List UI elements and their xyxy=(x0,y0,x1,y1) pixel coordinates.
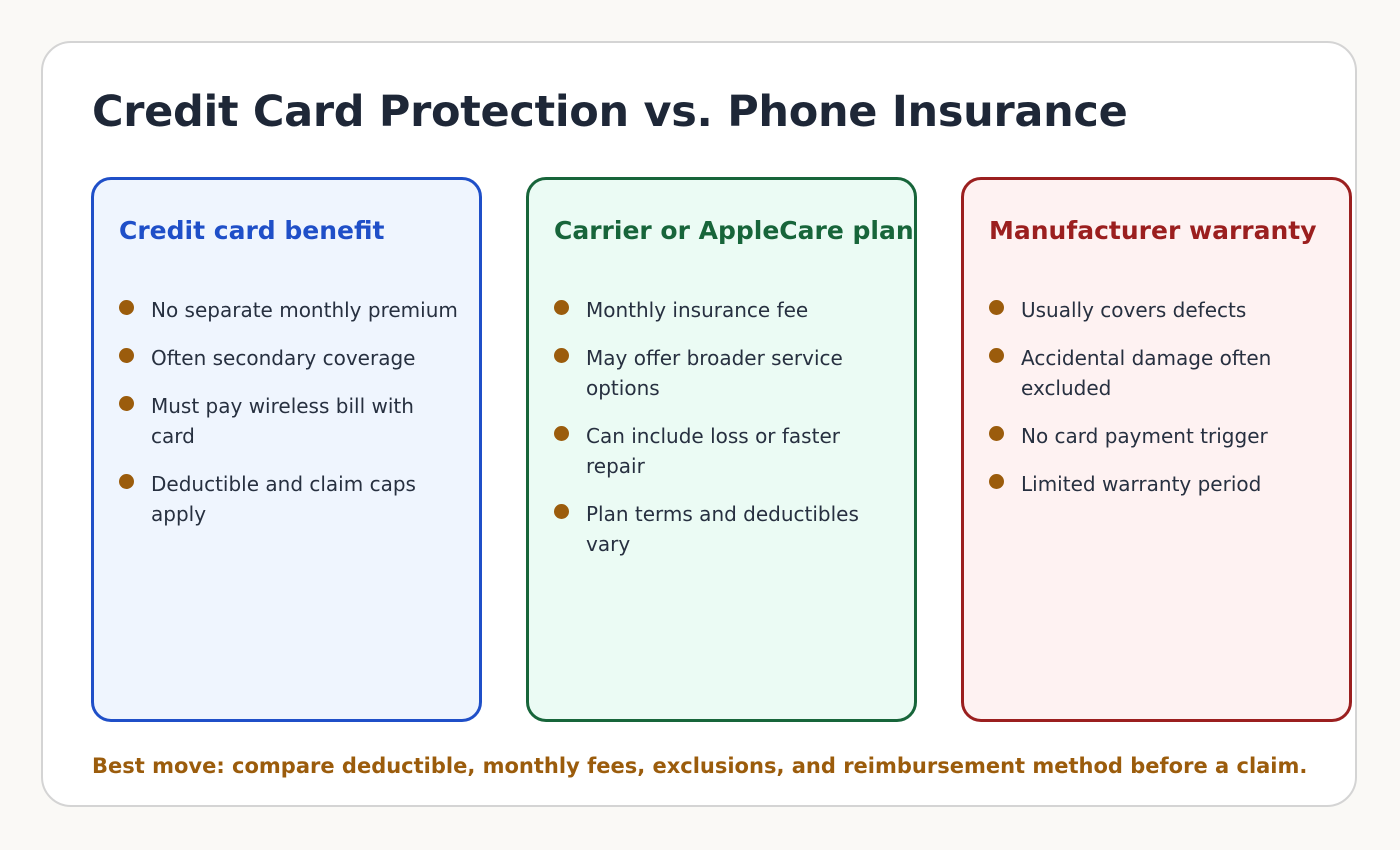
list-item xyxy=(989,421,1329,451)
bullet-dot-icon xyxy=(989,348,1004,363)
column-heading: Credit card benefit xyxy=(119,216,385,245)
footer-note: Best move: compare deductible, monthly fees, exclusions, and reimbursement method before a claim. xyxy=(92,754,1308,778)
bullet-dot-icon xyxy=(554,348,569,363)
list-item-text: Monthly insurance fee xyxy=(586,298,809,322)
list-item-text: Plan terms and deductibles vary xyxy=(586,502,859,556)
column-heading: Manufacturer warranty xyxy=(989,216,1317,245)
comparison-panel xyxy=(41,41,1357,807)
bullet-list xyxy=(119,295,459,547)
bullet-list xyxy=(554,295,894,577)
list-item xyxy=(989,343,1329,403)
list-item xyxy=(554,343,894,403)
list-item xyxy=(119,391,459,451)
list-item-text: Usually covers defects xyxy=(1021,298,1247,322)
list-item xyxy=(554,499,894,559)
list-item xyxy=(554,295,894,325)
list-item xyxy=(119,295,459,325)
list-item xyxy=(554,421,894,481)
list-item xyxy=(989,295,1329,325)
column-heading: Carrier or AppleCare plan xyxy=(554,216,914,245)
bullet-dot-icon xyxy=(989,474,1004,489)
list-item xyxy=(989,469,1329,499)
bullet-dot-icon xyxy=(119,300,134,315)
list-item-text: Can include loss or faster repair xyxy=(586,424,840,478)
list-item-text: Accidental damage often excluded xyxy=(1021,346,1272,400)
list-item-text: Limited warranty period xyxy=(1021,472,1262,496)
list-item-text: Often secondary coverage xyxy=(151,346,416,370)
bullet-dot-icon xyxy=(119,396,134,411)
list-item xyxy=(119,469,459,529)
bullet-dot-icon xyxy=(119,348,134,363)
column-credit-card-benefit xyxy=(91,177,482,722)
bullet-dot-icon xyxy=(554,300,569,315)
page-title: Credit Card Protection vs. Phone Insurance xyxy=(92,87,1128,137)
column-carrier-applecare-plan xyxy=(526,177,917,722)
list-item xyxy=(119,343,459,373)
column-manufacturer-warranty xyxy=(961,177,1352,722)
bullet-dot-icon xyxy=(119,474,134,489)
list-item-text: No card payment trigger xyxy=(1021,424,1268,448)
list-item-text: Deductible and claim caps apply xyxy=(151,472,416,526)
bullet-dot-icon xyxy=(554,504,569,519)
list-item-text: No separate monthly premium xyxy=(151,298,458,322)
list-item-text: Must pay wireless bill with card xyxy=(151,394,414,448)
list-item-text: May offer broader service options xyxy=(586,346,843,400)
bullet-list xyxy=(989,295,1329,517)
bullet-dot-icon xyxy=(989,426,1004,441)
bullet-dot-icon xyxy=(554,426,569,441)
bullet-dot-icon xyxy=(989,300,1004,315)
